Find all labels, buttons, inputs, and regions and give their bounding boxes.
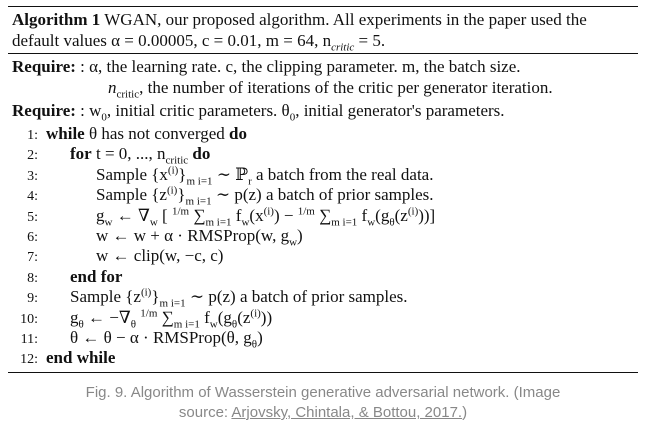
algorithm-title-end: = 5. xyxy=(354,31,386,50)
line-text: } xyxy=(151,287,160,307)
line-limits: m i=1 xyxy=(173,317,200,330)
fraction: 1/m xyxy=(297,204,315,217)
require-text-2: : w xyxy=(75,101,102,120)
line-text: (g xyxy=(375,205,390,225)
keyword: do xyxy=(229,124,247,143)
line-number: 6: xyxy=(27,229,38,245)
algorithm-line xyxy=(8,225,638,249)
line-sub: θ xyxy=(130,317,137,330)
line-text: ∑ xyxy=(189,205,206,225)
line-text: Sample {z xyxy=(70,287,141,307)
line-sub: r xyxy=(248,175,252,188)
line-text: f xyxy=(357,205,368,225)
figure-caption xyxy=(0,383,646,423)
line-sup: (i) xyxy=(263,204,274,217)
line-text: ) − xyxy=(273,205,298,225)
line-text: (z xyxy=(394,205,408,225)
line-text: Sample {z xyxy=(96,185,167,205)
line-sup: (i) xyxy=(167,164,179,177)
citation-link[interactable]: Arjovsky, Chintala, & Bottou, 2017. xyxy=(231,404,463,421)
line-text: } xyxy=(177,185,186,205)
require-block-1 xyxy=(8,54,638,101)
caption-suffix: ) xyxy=(462,404,468,421)
line-text: ∑ xyxy=(314,205,332,225)
algorithm-line xyxy=(8,266,638,286)
line-text: (g xyxy=(217,307,232,327)
line-number: 12: xyxy=(20,352,38,368)
line-text: ∼ p(z) a batch of prior samples. xyxy=(185,287,408,307)
line-sub: w xyxy=(149,215,158,228)
algorithm-line xyxy=(8,245,638,265)
fraction: 1/m xyxy=(171,204,190,217)
line-limits: m i=1 xyxy=(186,175,213,188)
require-cont-symbol: n xyxy=(108,78,117,97)
keyword: end for xyxy=(70,266,123,286)
line-text: a batch from the real data. xyxy=(251,164,434,184)
line-sub: θ xyxy=(231,317,238,330)
require-end-2: , initial generator's parameters. xyxy=(295,101,505,120)
algorithm-line xyxy=(8,204,638,228)
line-number: 5: xyxy=(27,209,38,225)
line-sub: θ xyxy=(251,338,258,351)
line-limits: m i=1 xyxy=(185,195,212,208)
line-number: 3: xyxy=(27,168,38,184)
require-continuation xyxy=(12,77,634,101)
line-text: ) xyxy=(297,225,303,245)
line-text: g xyxy=(96,205,105,225)
line-sub: critic xyxy=(165,154,189,167)
keyword: for xyxy=(70,144,92,164)
line-sub: θ xyxy=(389,215,395,228)
line-limits: m i=1 xyxy=(331,215,358,228)
require-sub-1: 0 xyxy=(289,111,296,124)
line-sub: w xyxy=(241,215,250,228)
line-number: 4: xyxy=(27,189,38,205)
line-text: t = 0, ..., n xyxy=(91,144,166,164)
line-text: (x xyxy=(249,205,264,225)
algorithm-line xyxy=(8,286,638,310)
line-number: 9: xyxy=(27,291,38,307)
line-sub: w xyxy=(367,215,376,228)
caption-source-prefix: source: xyxy=(178,404,232,421)
line-text: )) xyxy=(260,307,273,327)
line-sup: (i) xyxy=(166,184,178,197)
algorithm-caption xyxy=(8,7,638,53)
algorithm-box xyxy=(8,6,638,373)
require-text: : α, the learning rate. c, the clipping parameter. m, the batch size. xyxy=(75,57,521,76)
line-text: w ← w + α · RMSProp(w, g xyxy=(96,225,290,245)
algorithm-line xyxy=(8,327,638,351)
require-cont-sub: critic xyxy=(116,88,140,101)
line-text: ∑ xyxy=(157,307,174,327)
line-sub: w xyxy=(289,236,298,249)
line-number: 10: xyxy=(20,311,38,327)
algorithm-title: WGAN, our proposed algorithm. All experiments in the paper used the default values α = 0.00005, c = 0.01, m = 64, n xyxy=(12,10,587,50)
fraction: 1/m xyxy=(140,306,158,319)
algorithm-line xyxy=(8,164,638,188)
algorithm-lines xyxy=(8,121,638,368)
caption-line-2 xyxy=(0,403,646,423)
bottom-rule xyxy=(8,372,638,373)
require-keyword: Require: xyxy=(12,57,76,76)
line-text: f xyxy=(199,307,210,327)
line-text: w ← clip(w, −c, c) xyxy=(96,246,224,266)
require-sub-0: 0 xyxy=(101,111,107,124)
line-sub: w xyxy=(104,215,113,228)
line-text: ∼ p(z) a batch of prior samples. xyxy=(211,185,434,205)
line-text: ) xyxy=(257,327,263,347)
algorithm-line xyxy=(8,123,638,143)
require-block-2 xyxy=(8,98,638,124)
line-number: 7: xyxy=(27,250,38,266)
line-limits: m i=1 xyxy=(205,215,232,228)
line-number: 11: xyxy=(20,331,38,347)
keyword: do xyxy=(188,144,211,164)
require-keyword-2: Require: xyxy=(12,101,76,120)
line-sub: w xyxy=(209,317,218,330)
line-text: ← ∇ xyxy=(112,205,150,225)
caption-line-1: Fig. 9. Algorithm of Wasserstein generative adversarial network. (Image xyxy=(85,384,561,401)
keyword: while xyxy=(46,124,85,143)
line-text: ← −∇ xyxy=(83,307,131,327)
algorithm-line xyxy=(8,184,638,208)
line-number: 8: xyxy=(27,270,38,286)
require-mid-2: , initial critic parameters. θ xyxy=(106,101,290,120)
line-text: θ ← θ − α · RMSProp(θ, g xyxy=(70,327,252,347)
line-limits: m i=1 xyxy=(159,297,186,310)
line-text: (z xyxy=(237,307,251,327)
keyword: end while xyxy=(46,348,116,368)
algorithm-line xyxy=(8,347,638,367)
algorithm-title-sub: critic xyxy=(331,41,355,54)
line-text: ∼ ℙ xyxy=(212,164,249,184)
line-number: 1: xyxy=(27,128,38,143)
line-sup: (i) xyxy=(407,204,419,217)
algorithm-line xyxy=(8,306,638,330)
line-text: θ has not converged xyxy=(84,124,230,143)
line-text: g xyxy=(70,307,79,327)
line-text: f xyxy=(231,205,242,225)
line-text: Sample {x xyxy=(96,164,168,184)
require-cont-text: , the number of iterations of the critic per generator iteration. xyxy=(139,78,553,97)
line-sub: θ xyxy=(78,317,84,330)
algorithm-line xyxy=(8,143,638,167)
line-sup: (i) xyxy=(250,306,261,319)
line-number: 2: xyxy=(27,148,38,164)
line-text: ))] xyxy=(418,205,436,225)
line-sup: (i) xyxy=(140,286,152,299)
algorithm-label: Algorithm 1 xyxy=(12,10,101,29)
line-text: } xyxy=(178,164,187,184)
line-text: [ xyxy=(157,205,172,225)
